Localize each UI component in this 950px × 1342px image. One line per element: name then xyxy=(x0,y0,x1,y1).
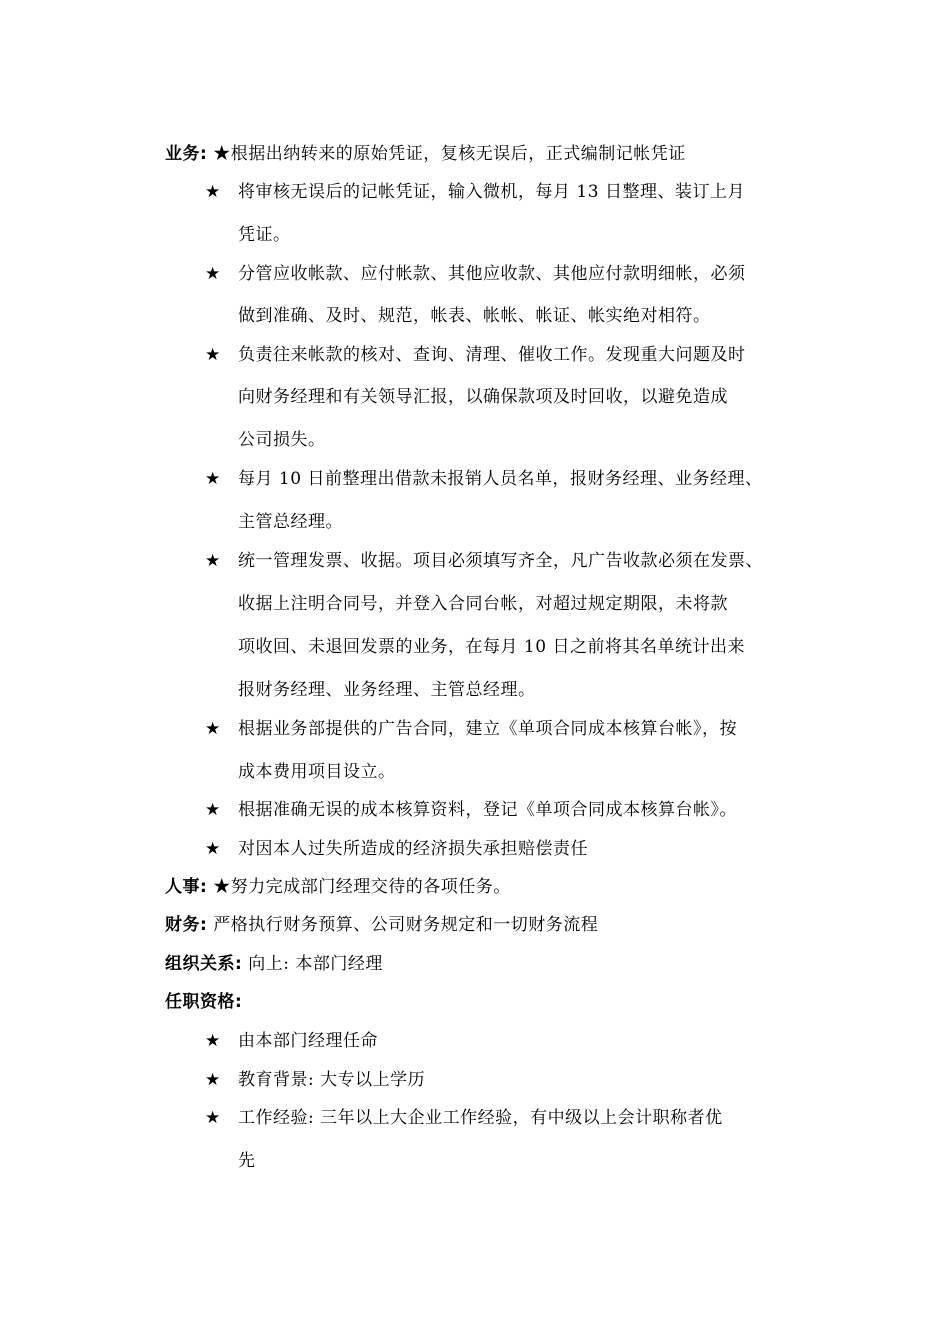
business-item-5-line-1: 统一管理发票、收据。项目必须填写齐全，凡广告收款必须在发票、 xyxy=(238,551,763,571)
business-item-3-line-2: 向财务经理和有关领导汇报，以确保款项及时回收，以避免造成 xyxy=(238,387,728,407)
business-item-6-line-2: 成本费用项目设立。 xyxy=(238,762,396,782)
business-label: 业务: xyxy=(165,144,208,164)
star-bullet: ★ xyxy=(205,469,221,489)
hr-text: ★努力完成部门经理交待的各项任务。 xyxy=(213,877,511,897)
org-label: 组织关系: xyxy=(165,954,243,974)
qualification-item-3-line-1: 工作经验: 三年以上大企业工作经验，有中级以上会计职称者优 xyxy=(238,1108,723,1128)
business-first-item: ★根据出纳转来的原始凭证，复核无误后，正式编制记帐凭证 xyxy=(213,144,686,164)
qualifications-label: 任职资格: xyxy=(165,992,243,1012)
business-item-1-line-1: 将审核无误后的记帐凭证，输入微机，每月 13 日整理、装订上月 xyxy=(238,182,745,202)
star-bullet: ★ xyxy=(205,1031,221,1051)
hr-label: 人事: xyxy=(165,877,208,897)
star-bullet: ★ xyxy=(205,264,221,284)
org-text: 向上: 本部门经理 xyxy=(248,954,383,974)
business-item-6-line-1: 根据业务部提供的广告合同，建立《单项合同成本核算台帐》，按 xyxy=(238,719,737,739)
business-item-4-line-2: 主管总经理。 xyxy=(238,512,343,532)
finance-label: 财务: xyxy=(165,915,208,935)
business-item-2-line-1: 分管应收帐款、应付帐款、其他应收款、其他应付款明细帐，必须 xyxy=(238,264,746,284)
business-item-5-line-4: 报财务经理、业务经理、主管总经理。 xyxy=(238,680,536,700)
hr-line xyxy=(165,876,511,898)
business-item-5-line-3: 项收回、未退回发票的业务，在每月 10 日之前将其名单统计出来 xyxy=(238,637,745,657)
star-bullet: ★ xyxy=(205,719,221,739)
qualification-item-1: 由本部门经理任命 xyxy=(238,1031,378,1051)
star-bullet: ★ xyxy=(205,800,221,820)
qualifications-line xyxy=(165,991,242,1013)
org-line xyxy=(165,953,383,975)
business-item-8-line-1: 对因本人过失所造成的经济损失承担赔偿责任 xyxy=(238,839,588,859)
qualification-item-3-line-2: 先 xyxy=(238,1151,256,1171)
business-item-2-line-2: 做到准确、及时、规范，帐表、帐帐、帐证、帐实绝对相符。 xyxy=(238,306,711,326)
business-item-4-line-1: 每月 10 日前整理出借款未报销人员名单，报财务经理、业务经理、 xyxy=(238,469,763,489)
business-item-1-line-2: 凭证。 xyxy=(238,225,291,245)
finance-line xyxy=(165,914,598,936)
star-bullet: ★ xyxy=(205,345,221,365)
business-heading-line xyxy=(165,143,686,165)
business-item-5-line-2: 收据上注明合同号，并登入合同台帐，对超过规定期限，未将款 xyxy=(238,594,728,614)
star-bullet: ★ xyxy=(205,1108,221,1128)
star-bullet: ★ xyxy=(205,839,221,859)
star-bullet: ★ xyxy=(205,182,221,202)
star-bullet: ★ xyxy=(205,1070,221,1090)
business-item-3-line-1: 负责往来帐款的核对、查询、清理、催收工作。发现重大问题及时 xyxy=(238,345,746,365)
business-item-7-line-1: 根据准确无误的成本核算资料，登记《单项合同成本核算台帐》。 xyxy=(238,800,737,820)
finance-text: 严格执行财务预算、公司财务规定和一切财务流程 xyxy=(213,915,599,935)
qualification-item-2: 教育背景: 大专以上学历 xyxy=(238,1070,426,1090)
business-item-3-line-3: 公司损失。 xyxy=(238,430,326,450)
star-bullet: ★ xyxy=(205,551,221,571)
